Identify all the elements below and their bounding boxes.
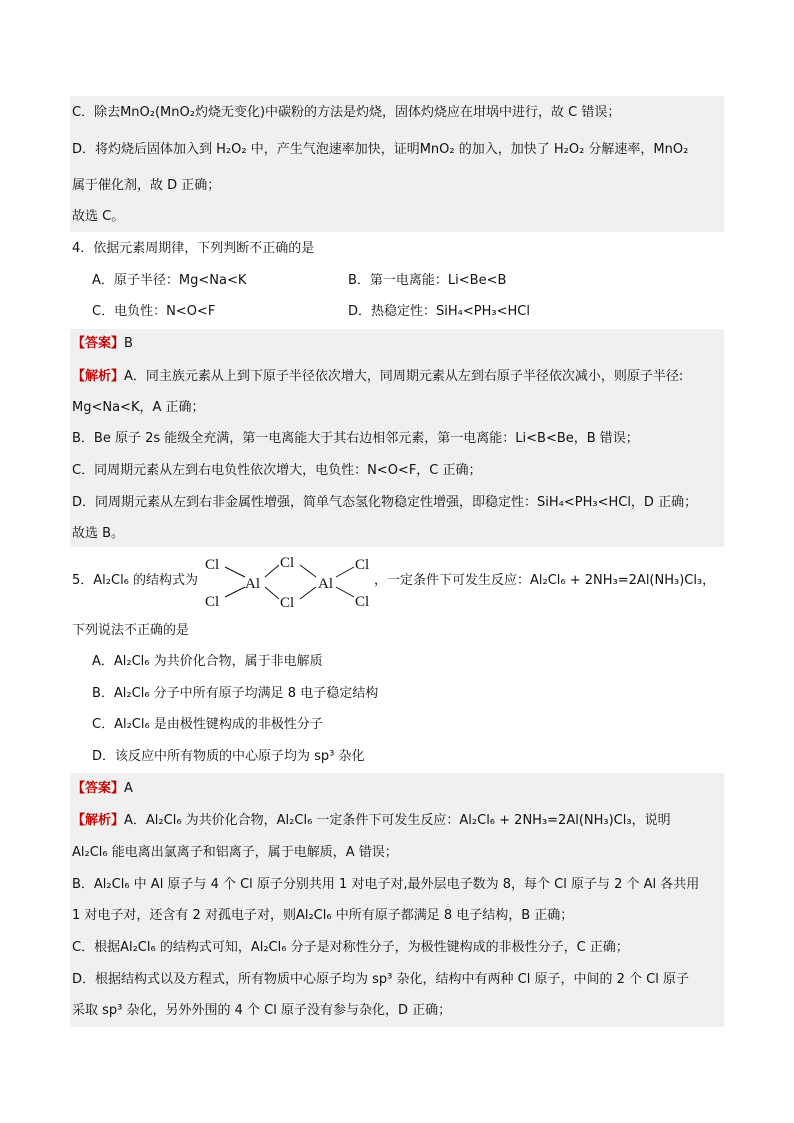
question-5-stem-cont: ，一定条件下可发生反应：Al₂Cl₆ + 2NH₃=2Al(NH₃)Cl₃， [374,573,716,588]
option-a: A．原子半径：Mg<Na<K [92,273,247,288]
text-line: D．根据结构式以及方程式，所有物质中心原子均为 sp³ 杂化，结构中有两种 Cl 原子，中间的 2 个 Cl 原子 [72,972,689,987]
option-c: C．Al₂Cl₆ 是由极性键构成的非极性分子 [92,717,323,732]
bond [336,567,354,577]
atom-al: Al [245,576,260,592]
option-b: B．Al₂Cl₆ 分子中所有原子均满足 8 电子稳定结构 [92,686,379,701]
text-line: C．根据Al₂Cl₆ 的结构式可知，Al₂Cl₆ 分子是对称性分子，为极性键构成的非极性分子，C 正确； [72,940,629,955]
bond [225,587,245,597]
text-line: 属于催化剂，故 D 正确； [72,178,221,193]
text-line: C．同周期元素从左到右电负性依次增大，电负性：N<O<F，C 正确； [72,463,482,478]
analysis-line [72,367,683,387]
text-line: B．Be 原子 2s 能级全充满，第一电离能大于其右边相邻元素，第一电离能：Li<B<Be，B 错误； [72,431,639,446]
option-a: A．Al₂Cl₆ 为共价化合物，属于非电解质 [92,654,323,669]
option-b: B．第一电离能：Li<Be<B [348,273,507,288]
bond [265,565,279,577]
bond [225,567,245,577]
atom-cl: Cl [205,557,220,573]
atom-cl: Cl [280,555,295,571]
option-d: D．该反应中所有物质的中心原子均为 sp³ 杂化 [92,749,365,764]
bond [300,565,316,577]
atom-cl: Cl [355,594,370,609]
atom-cl: Cl [205,594,220,609]
text-line: 采取 sp³ 杂化，另外外围的 4 个 Cl 原子没有参与杂化，D 正确； [72,1003,452,1018]
text-line: C．除去MnO₂(MnO₂灼烧无变化)中碳粉的方法是灼烧，固体灼烧应在坩埚中进行，故 C 错误； [72,105,621,120]
text-line: B．Al₂Cl₆ 中 Al 原子与 4 个 Cl 原子分别共用 1 对电子对,最外层电子数为 8，每个 Cl 原子与 2 个 Al 各共用 [72,877,700,892]
answer-line [72,334,133,354]
analysis-tag: 【解析】 [72,369,125,384]
atom-cl: Cl [280,595,295,609]
option-c: C．电负性：N<O<F [92,304,216,319]
bond [300,587,316,599]
text-line: 故选 B。 [72,526,125,541]
option-d: D．热稳定性：SiH₄<PH₃<HCl [348,304,530,319]
bond [336,587,354,597]
analysis-text: A．Al₂Cl₆ 为共价化合物，Al₂Cl₆ 一定条件下可发生反应：Al₂Cl₆ + 2NH₃=2Al(NH₃)Cl₃，说明 [124,813,671,828]
text-line: D．同周期元素从左到右非金属性增强，简单气态氢化物稳定性增强，即稳定性：SiH₄<PH₃<HCl，D 正确； [72,495,698,510]
al2cl6-structure-diagram [203,553,373,609]
text-line: Mg<Na<K，A 正确； [72,400,205,415]
answer-value: A [124,781,133,796]
bond [265,587,279,599]
analysis-text: A．同主族元素从上到下原子半径依次增大，同周期元素从左到右原子半径依次减小，则原子半径: [124,369,684,384]
question-4-stem: 4．依据元素周期律，下列判断不正确的是 [72,241,315,256]
answer-tag: 【答案】 [72,336,125,351]
answer-line [72,779,133,799]
text-line: 故选 C。 [72,209,125,224]
analysis-tag: 【解析】 [72,813,125,828]
text-line: Al₂Cl₆ 能电离出氯离子和铝离子，属于电解质，A 错误； [72,845,398,860]
text-line: 1 对电子对，还含有 2 对孤电子对，则Al₂Cl₆ 中所有原子都满足 8 电子结构，B 正确； [72,908,574,923]
analysis-line [72,811,671,831]
text-line: 下列说法不正确的是 [72,623,190,638]
text-line: D．将灼烧后固体加入到 H₂O₂ 中，产生气泡速率加快，证明MnO₂ 的加入，加快了 H₂O₂ 分解速率，MnO₂ [72,142,689,157]
answer-tag: 【答案】 [72,781,125,796]
answer-value: B [124,336,133,351]
question-5-stem: 5．Al₂Cl₆ 的结构式为 [72,573,199,588]
atom-al: Al [318,576,333,592]
atom-cl: Cl [355,557,370,573]
